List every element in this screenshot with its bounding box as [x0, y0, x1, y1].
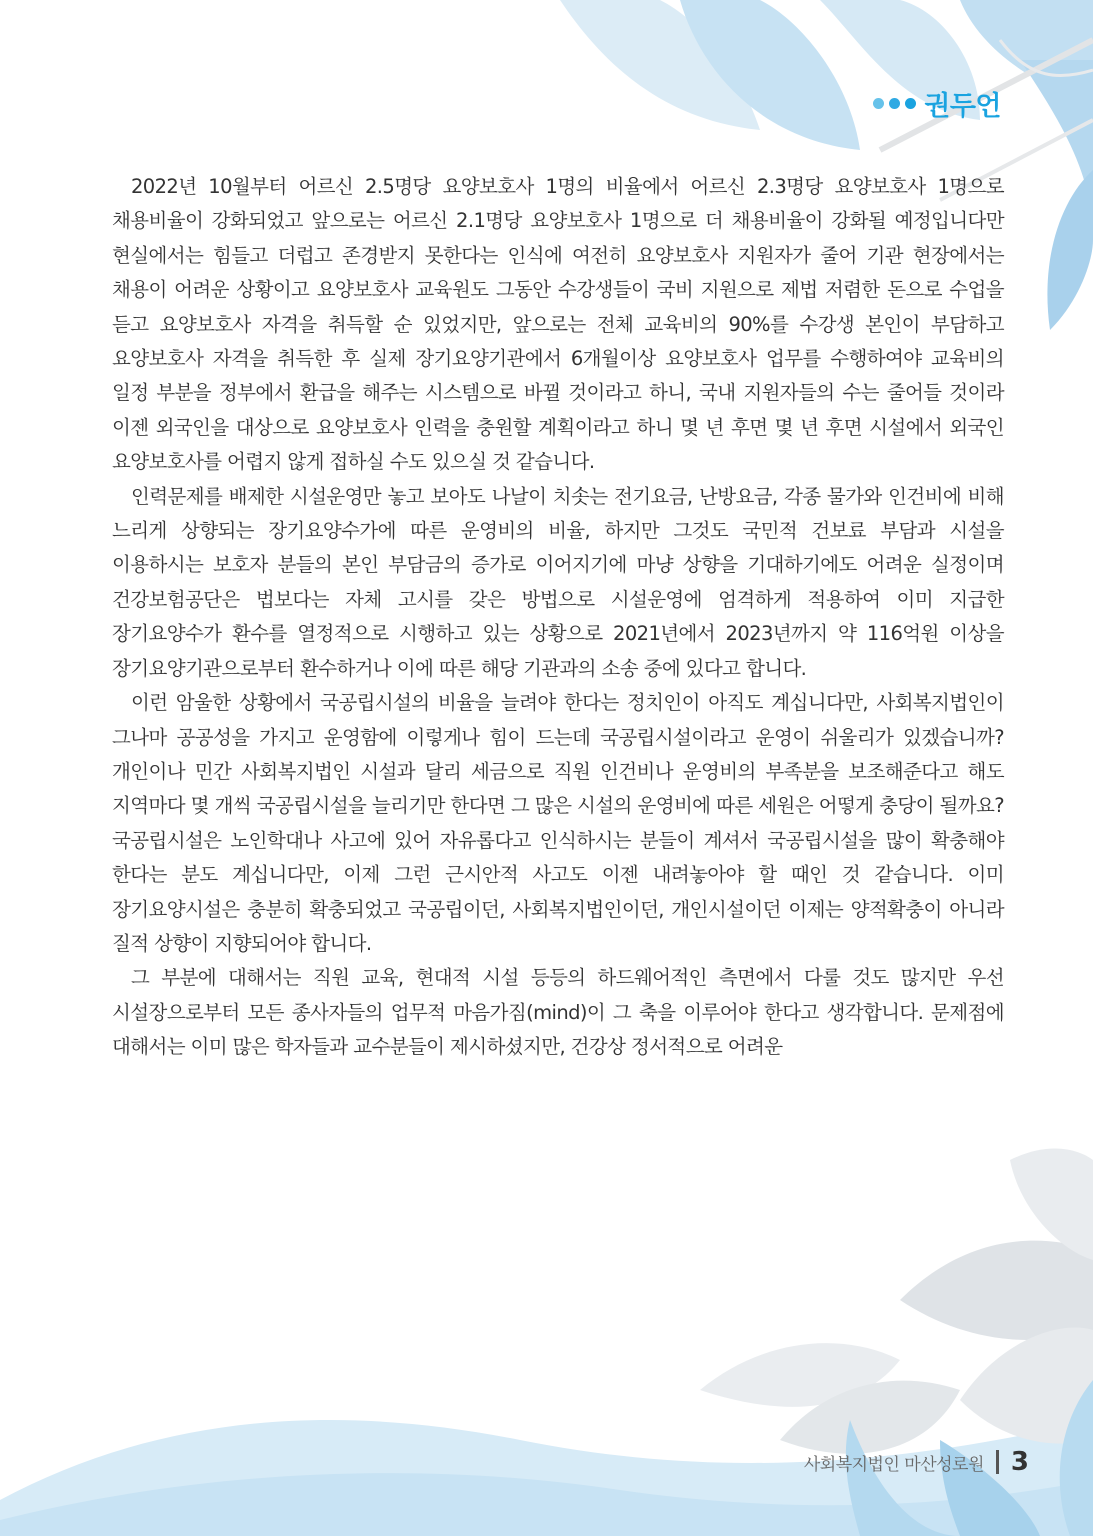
dot-icon [889, 98, 900, 109]
footer-divider [996, 1450, 999, 1474]
article-body [112, 170, 1004, 1065]
section-title: 권두언 [924, 91, 1001, 122]
page-footer [804, 1447, 1029, 1477]
page-number: 3 [1010, 1447, 1029, 1477]
dots-icon [873, 98, 916, 109]
section-header [873, 84, 1001, 123]
dot-icon [905, 98, 916, 109]
paragraph: 이런 암울한 상황에서 국공립시설의 비율을 늘려야 한다는 정치인이 아직도 계십니다만, 사회복지법인이 그나마 공공성을 가지고 운영함에 이렇게나 힘이 드는데 국공립시설이라고 운영이 쉬울리가 있겠습니까? 개인이나 민간 사회복지법인 시설과 달리 세금으로 직원 인건비나 운영비의 부족분을 보조해준다고 해도 지역마다 몇 개씩 국공립시설을 늘리기만 한다면 그 많은 시설의 운영비에 따른 세원은 어떻게 충당이 될까요? 국공립시설은 노인학대나 사고에 있어 자유롭다고 인식하시는 분들이 계셔서 국공립시설을 많이 확충해야 한다는 분도 계십니다만, 이제 그런 근시안적 사고도 이젠 내려놓아야 할 때인 것 같습니다. 이미 장기요양시설은 충분히 확충되었고 국공립이던, 사회복지법인이던, 개인시설이던 이제는 양적확충이 아니라 질적 상향이 지향되어야 합니다. [112, 691, 1004, 955]
paragraph: 인력문제를 배제한 시설운영만 놓고 보아도 나날이 치솟는 전기요금, 난방요금, 각종 물가와 인건비에 비해 느리게 상향되는 장기요양수가에 따른 운영비의 비율, 하지만 그것도 국민적 건보료 부담과 시설을 이용하시는 보호자 분들의 본인 부담금의 증가로 이어지기에 마냥 상향을 기대하기에도 어려운 실정이며 건강보험공단은 법보다는 자체 고시를 갖은 방법으로 시설운영에 엄격하게 적용하여 이미 지급한 장기요양수가 환수를 열정적으로 시행하고 있는 상황으로 2021년에서 2023년까지 약 116억원 이상을 장기요양기관으로부터 환수하거나 이에 따른 해당 기관과의 소송 중에 있다고 합니다. [112, 484, 1004, 680]
organization-name: 사회복지법인 마산성로원 [803, 1454, 984, 1475]
dot-icon [873, 98, 884, 109]
bottom-waves [0, 1420, 1093, 1536]
paragraph: 2022년 10월부터 어르신 2.5명당 요양보호사 1명의 비율에서 어르신 2.3명당 요양보호사 1명으로 채용비율이 강화되었고 앞으로는 어르신 2.1명당 요양보호사 1명으로 더 채용비율이 강화될 예정입니다만 현실에서는 힘들고 더럽고 존경받지 못한다는 인식에 여전히 요양보호사 지원자가 줄어 기관 현장에서는 채용이 어려운 상황이고 요양보호사 교육원도 그동안 수강생들이 국비 지원으로 제법 저렴한 돈으로 수업을 듣고 요양보호사 자격을 취득할 순 있었지만, 앞으로는 전체 교육비의 90%를 수강생 본인이 부담하고 요양보호사 자격을 취득한 후 실제 장기요양기관에서 6개월이상 요양보호사 업무를 수행하여야 교육비의 일정 부분을 정부에서 환급을 해주는 시스템으로 바뀔 것이라고 하니, 국내 지원자들의 수는 줄어들 것이라 이젠 외국인을 대상으로 요양보호사 인력을 충원할 계획이라고 하니 몇 년 후면 몇 년 후면 시설에서 외국인 요양보호사를 어렵지 않게 접하실 수도 있으실 것 같습니다. [112, 175, 1004, 474]
paragraph: 그 부분에 대해서는 직원 교육, 현대적 시설 등등의 하드웨어적인 측면에서 다룰 것도 많지만 우선 시설장으로부터 모든 종사자들의 업무적 마음가짐(mind)이 그 축을 이루어야 한다고 생각합니다. 문제점에 대해서는 이미 많은 학자들과 교수분들이 제시하셨지만, 건강상 정서적으로 어려운 [112, 966, 1004, 1059]
